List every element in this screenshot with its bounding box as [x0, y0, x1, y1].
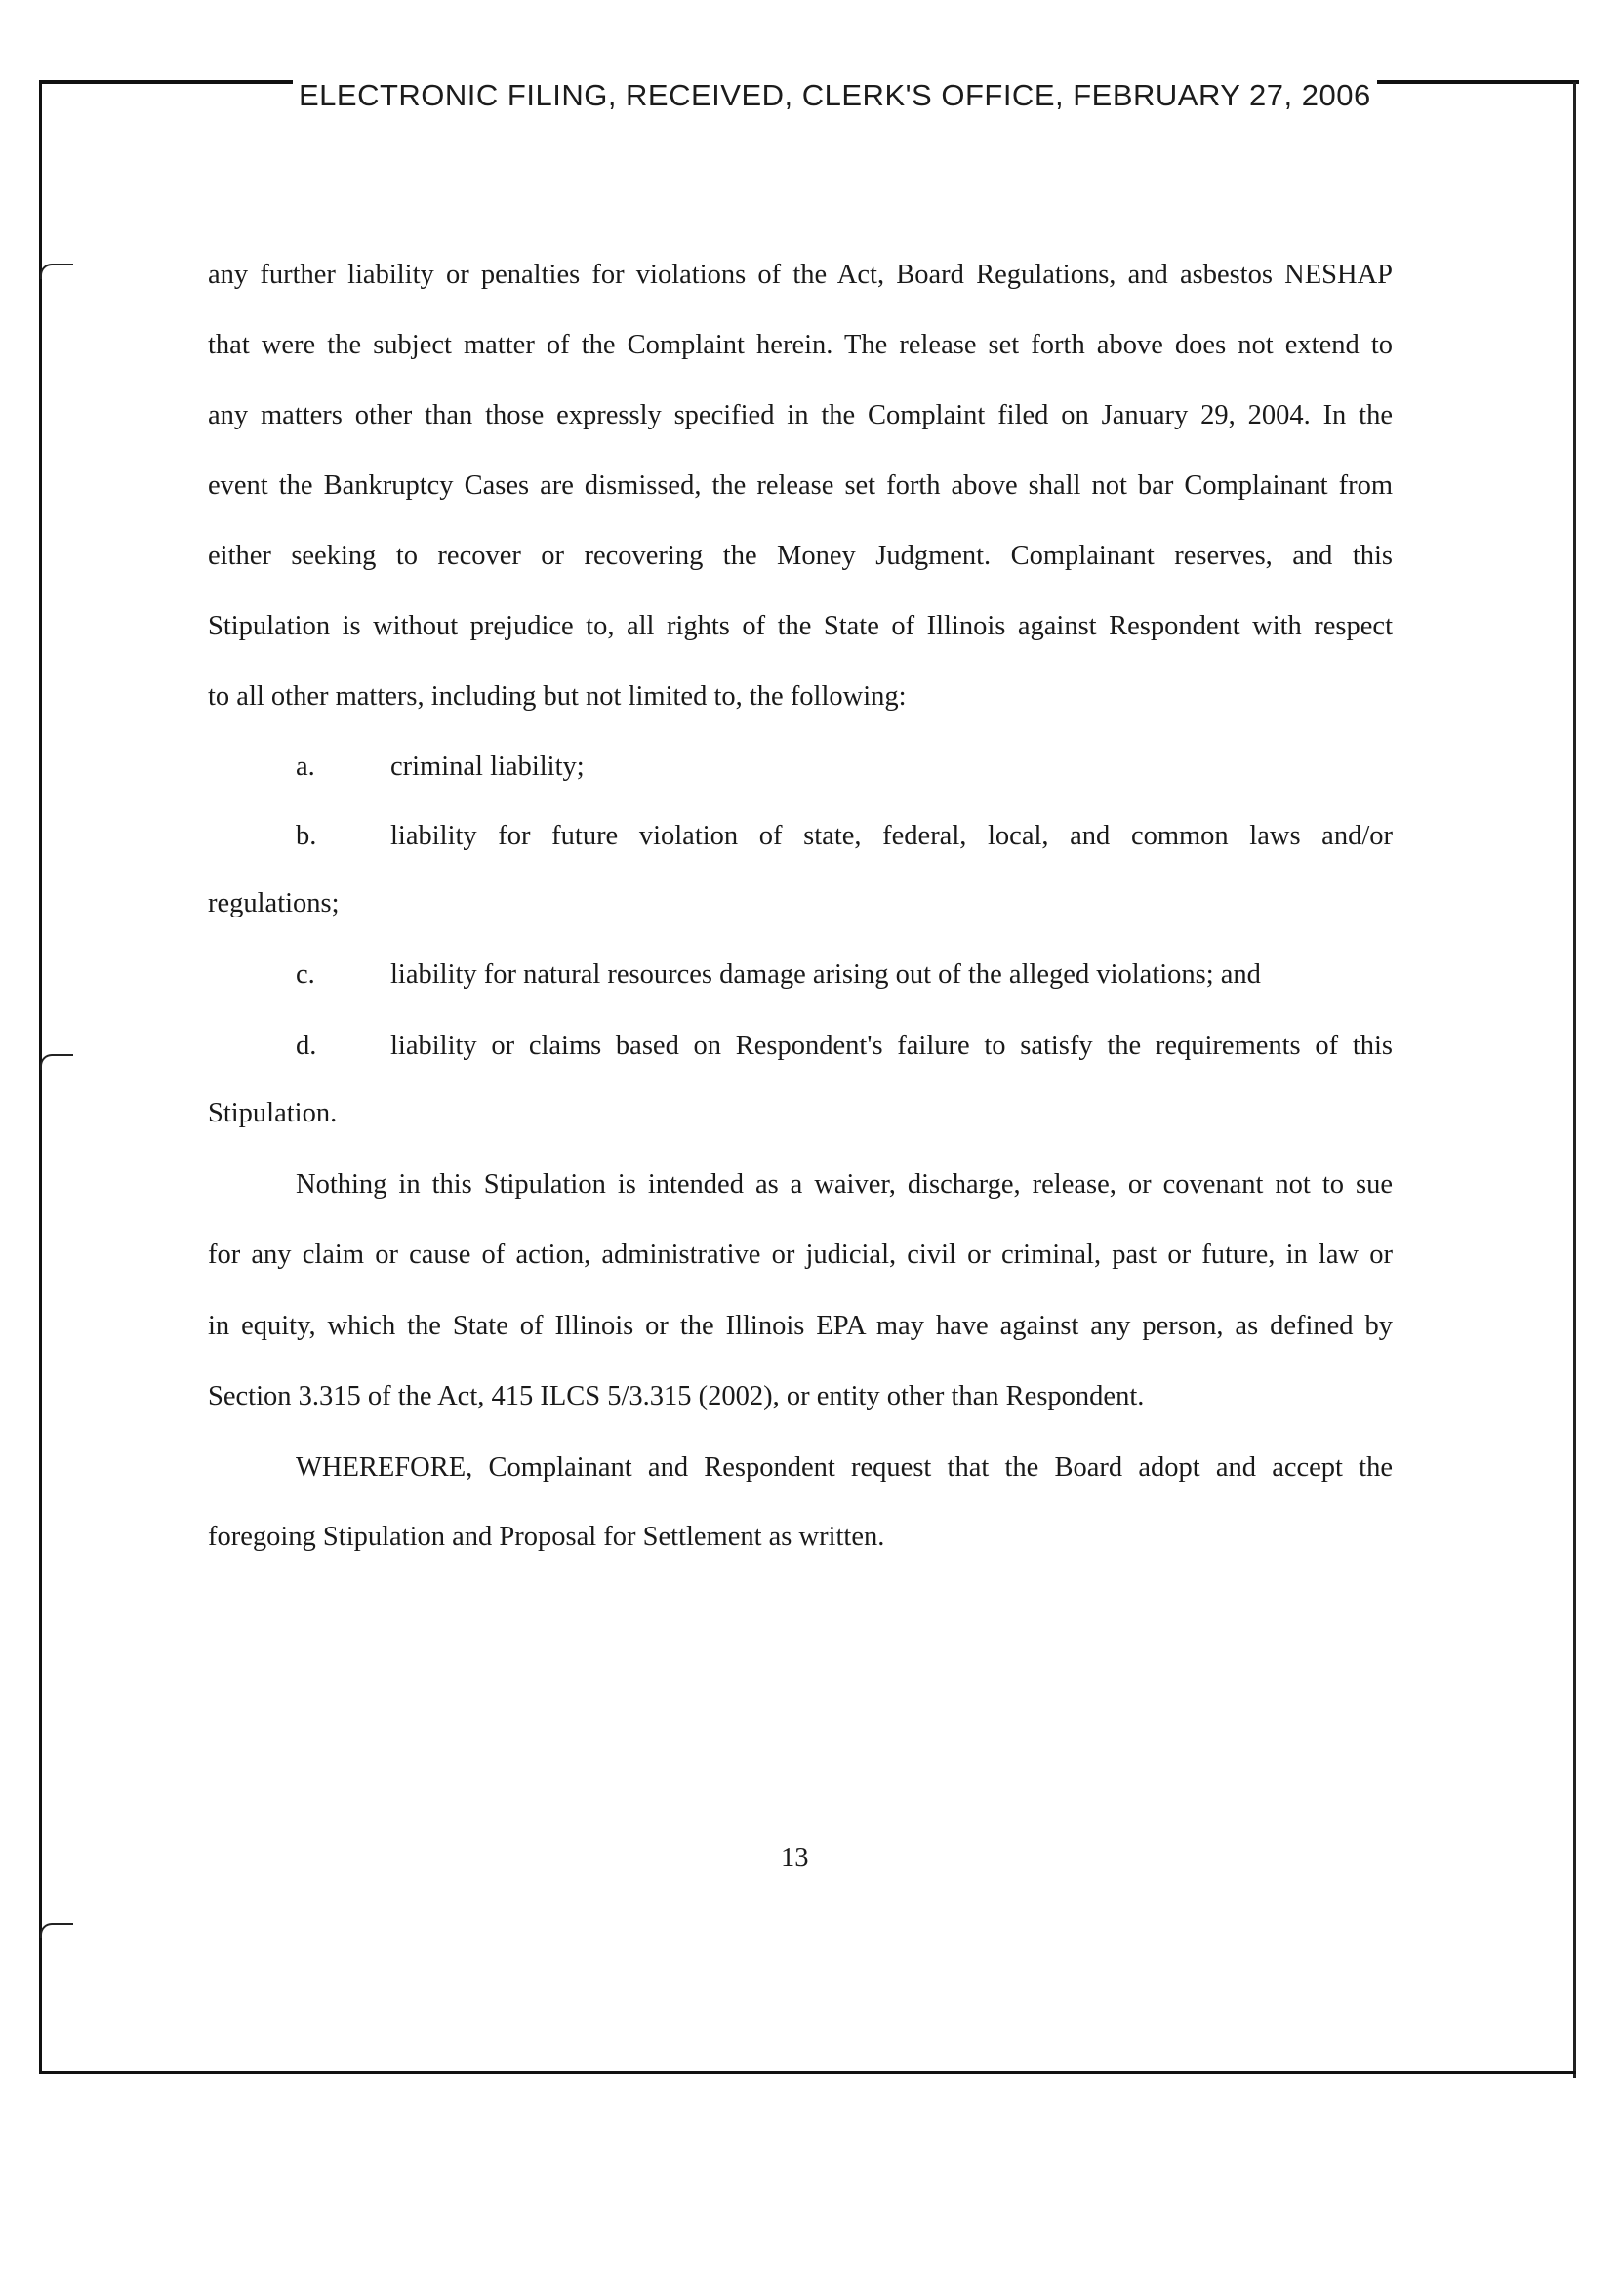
list-item-continuation: Stipulation.	[208, 1098, 338, 1128]
text-line: WHEREFORE, Complainant and Respondent request that the Board adopt and accept the	[296, 1452, 1393, 1483]
text-line: either seeking to recover or recovering the Money Judgment. Complainant reserves, and this	[208, 541, 1393, 571]
text-line: Stipulation is without prejudice to, all rights of the State of Illinois against Respondent with respect	[208, 611, 1393, 641]
list-item-text: liability for natural resources damage arising out of the alleged violations; and	[390, 959, 1261, 990]
text-line: Nothing in this Stipulation is intended as a waiver, discharge, release, or covenant not to sue	[296, 1169, 1393, 1200]
text-line: Section 3.315 of the Act, 415 ILCS 5/3.315 (2002), or entity other than Respondent.	[208, 1381, 1145, 1411]
list-item-label: a.	[296, 752, 315, 782]
text-line: in equity, which the State of Illinois or the Illinois EPA may have against any person, as defined by	[208, 1311, 1393, 1341]
text-line: foregoing Stipulation and Proposal for Settlement as written.	[208, 1522, 885, 1552]
text-line: any matters other than those expressly specified in the Complaint filed on January 29, 2004. In the	[208, 400, 1393, 430]
list-item-text: liability or claims based on Respondent's failure to satisfy the requirements of this	[390, 1031, 1393, 1061]
page-number: 13	[781, 1843, 809, 1873]
list-item-continuation: regulations;	[208, 888, 340, 918]
text-line: that were the subject matter of the Complaint herein. The release set forth above does not extend to	[208, 330, 1393, 360]
frame-right-border	[1573, 82, 1576, 2078]
binder-tick-mark	[40, 264, 73, 279]
list-item-label: b.	[296, 821, 317, 851]
list-item-label: c.	[296, 959, 315, 990]
frame-left-border	[39, 82, 42, 2073]
binder-tick-mark	[40, 1054, 73, 1070]
list-item-text: liability for future violation of state, federal, local, and common laws and/or	[390, 821, 1393, 851]
text-line: for any claim or cause of action, administrative or judicial, civil or criminal, past or future, in law or	[208, 1240, 1393, 1270]
binder-tick-mark	[40, 1923, 73, 1938]
list-item-text: criminal liability;	[390, 752, 585, 782]
filing-stamp: ELECTRONIC FILING, RECEIVED, CLERK'S OFFICE, FEBRUARY 27, 2006	[293, 78, 1377, 114]
list-item-label: d.	[296, 1031, 317, 1061]
text-line: to all other matters, including but not limited to, the following:	[208, 681, 907, 712]
text-line: any further liability or penalties for violations of the Act, Board Regulations, and asbestos NESHAP	[208, 260, 1393, 290]
frame-bottom-border	[39, 2071, 1576, 2074]
text-line: event the Bankruptcy Cases are dismissed, the release set forth above shall not bar Complainant from	[208, 470, 1393, 501]
